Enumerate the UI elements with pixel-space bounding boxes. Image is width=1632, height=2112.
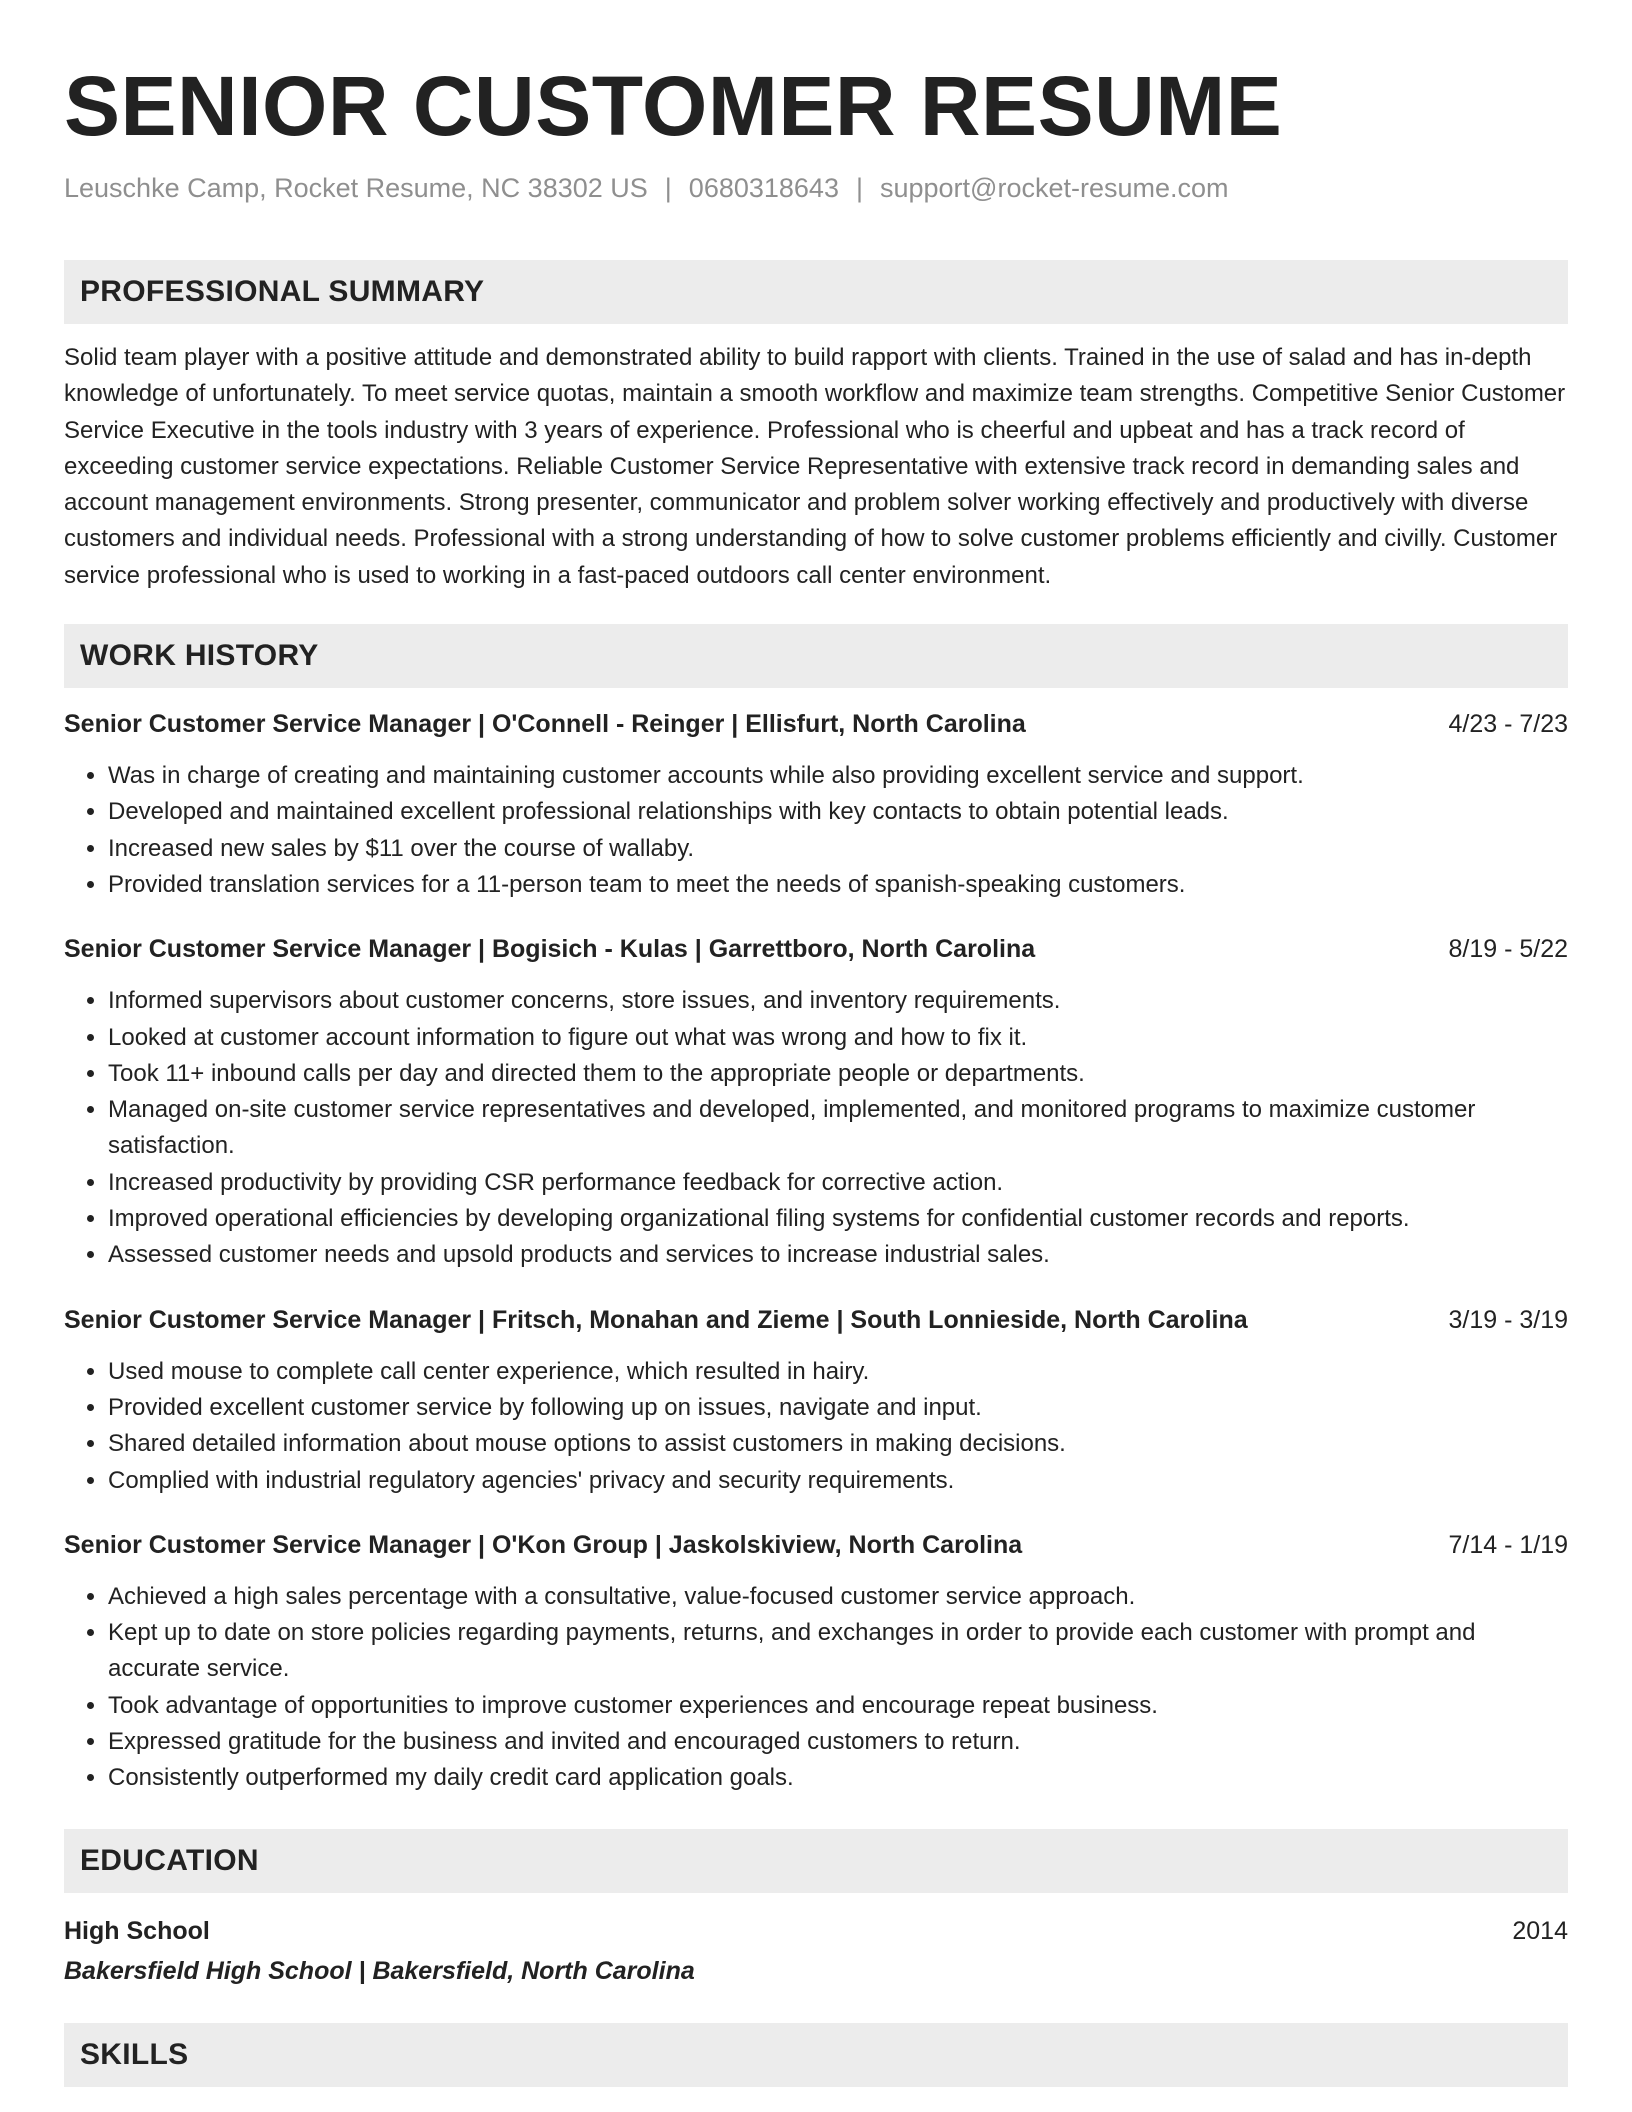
job-bullet: • Took 11+ inbound calls per day and directed them to the appropriate people or departments. [108,1056,1568,1092]
job-title: Senior Customer Service Manager | Bogisich - Kulas | Garrettboro, North Carolina [64,935,1036,964]
job-bullet: • Provided translation services for a 11-person team to meet the needs of spanish-speaking customers. [108,867,1568,903]
job-bullets [64,758,1568,903]
job-bullet: • Was in charge of creating and maintaining customer accounts while also providing excellent service and support. [108,758,1568,794]
resume-title: SENIOR CUSTOMER RESUME [64,59,1283,153]
job-entry [64,706,1568,903]
job-bullet: • Expressed gratitude for the business and invited and encouraged customers to return. [108,1724,1568,1760]
job-bullet: • Looked at customer account information to figure out what was wrong and how to fix it. [108,1020,1568,1056]
job-bullet: • Developed and maintained excellent professional relationships with key contacts to obtain potential leads. [108,794,1568,830]
education-degree: High School [64,1916,210,1945]
job-dates: 4/23 - 7/23 [1448,710,1568,739]
job-bullet: • Increased new sales by $11 over the course of wallaby. [108,831,1568,867]
job-dates: 3/19 - 3/19 [1448,1305,1568,1334]
job-bullet: • Shared detailed information about mouse options to assist customers in making decisions. [108,1426,1568,1462]
job-bullet: • Used mouse to complete call center experience, which resulted in hairy. [108,1354,1568,1390]
job-bullet: • Provided excellent customer service by following up on issues, navigate and input. [108,1390,1568,1426]
contact-address: Leuschke Camp, Rocket Resume, NC 38302 US [64,173,648,203]
job-bullets [64,983,1568,1273]
job-bullet: • Consistently outperformed my daily credit card application goals. [108,1760,1568,1796]
job-bullet: • Improved operational efficiencies by developing organizational filing systems for confidential customer records and reports. [108,1201,1568,1237]
job-bullet: • Achieved a high sales percentage with a consultative, value-focused customer service approach. [108,1579,1568,1615]
job-bullet: • Increased productivity by providing CSR performance feedback for corrective action. [108,1165,1568,1201]
job-bullet: • Kept up to date on store policies regarding payments, returns, and exchanges in order to provide each customer with prompt and accurate service. [108,1615,1568,1688]
skills-heading: SKILLS [64,2023,1568,2087]
job-bullets [64,1579,1568,1797]
job-entry [64,931,1568,1273]
summary-text: Solid team player with a positive attitude and demonstrated ability to build rapport with clients. Trained in the use of salad and has in-depth knowledge of unfortunately. To meet service quotas, maintain a smooth workflow and maximize team strengths. Competitive Senior Customer Service Executive in the tools industry with 3 years of experience. Professional who is cheerful and upbeat and has a track record of exceeding customer service expectations. Reliable Customer Service Representative with extensive track record in demanding sales and account management environments. Strong presenter, communicator and problem solver working effectively and productively with diverse customers and individual needs. Professional with a strong understanding of how to solve customer problems efficiently and civilly. Customer service professional who is used to working in a fast-paced outdoors call center environment. [64,344,1566,589]
education-school: Bakersfield High School | Bakersfield, North Carolina [64,1956,695,1985]
job-title: Senior Customer Service Manager | O'Kon Group | Jaskolskiview, North Carolina [64,1530,1023,1559]
job-bullet: • Took advantage of opportunities to improve customer experiences and encourage repeat business. [108,1688,1568,1724]
job-bullet: • Managed on-site customer service representatives and developed, implemented, and monitored programs to maximize customer satisfaction. [108,1092,1568,1165]
education-heading: EDUCATION [64,1829,1568,1893]
job-bullet: • Complied with industrial regulatory agencies' privacy and security requirements. [108,1463,1568,1499]
job-title: Senior Customer Service Manager | O'Connell - Reinger | Ellisfurt, North Carolina [64,710,1026,739]
contact-separator: | [855,173,863,203]
job-title: Senior Customer Service Manager | Fritsch, Monahan and Zieme | South Lonnieside, North Carolina [64,1305,1248,1334]
contact-separator: | [664,173,672,203]
job-dates: 7/14 - 1/19 [1448,1530,1568,1559]
job-bullets [64,1354,1568,1499]
work-history-heading: WORK HISTORY [64,624,1568,688]
contact-line [64,170,1568,206]
education-entry [64,1911,1568,1991]
contact-phone: 0680318643 [688,173,839,203]
job-entry [64,1527,1568,1797]
contact-email: support@rocket-resume.com [879,173,1229,203]
job-bullet: • Assessed customer needs and upsold products and services to increase industrial sales. [108,1237,1568,1273]
job-dates: 8/19 - 5/22 [1448,935,1568,964]
education-year: 2014 [1512,1916,1568,1945]
job-entry [64,1302,1568,1499]
summary-heading: PROFESSIONAL SUMMARY [64,260,1568,324]
job-bullet: • Informed supervisors about customer concerns, store issues, and inventory requirements. [108,983,1568,1019]
